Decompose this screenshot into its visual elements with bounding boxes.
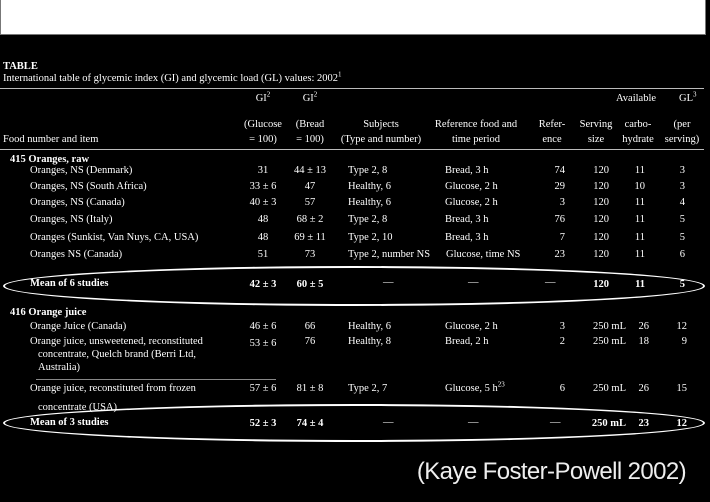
row-reference: 23 [554,249,565,260]
header-serving-b: size [587,134,605,145]
row-reference: 7 [559,232,565,243]
row-subjects: Healthy, 6 [348,181,392,192]
row-ref-food: Glucose, 2 h [445,181,498,192]
row-item: Oranges, NS (South Africa) [30,181,147,192]
row-gi-glucose: 53 ± 6 [249,338,277,349]
top-rule [0,88,704,89]
mean-carb: 11 [635,279,645,290]
header-subjects-b: (Type and number) [340,134,422,145]
row-ref-food: Glucose, 2 h [445,197,498,208]
row-item: Oranges, NS (Italy) [30,214,113,225]
header-ref-food-a: Reference food and [434,119,518,130]
row-serving: 120 [593,165,609,176]
row-gl: 3 [679,165,685,176]
source-credit: (Kaye Foster-Powell 2002) [416,458,686,485]
mean-gi-bread: 60 ± 5 [296,279,324,290]
row-serving: 120 [593,214,609,225]
mean-subjects: — [383,417,394,428]
row-reference: 3 [559,321,565,332]
row-gi-bread: 81 ± 8 [296,383,324,394]
header-carb-a: carbo- [624,119,652,130]
row-gl: 15 [676,383,687,394]
row-ref-food: Bread, 3 h [445,232,489,243]
row-carb: 18 [638,336,649,347]
row-reference: 6 [559,383,565,394]
header-reference-a: Refer- [538,119,566,130]
header-subjects-a: Subjects [363,119,399,130]
row-carb: 11 [634,197,645,208]
header-ref-food-b: time period [451,134,501,145]
row-subjects: Type 2, 8 [348,214,388,225]
mean-ref-food: — [468,417,479,428]
table-label: TABLE [3,61,38,72]
row-subjects: Type 2, 7 [348,383,388,394]
row-item-line2: concentrate, Quelch brand (Berri Ltd, [38,349,197,360]
row-gi-bread: 68 ± 2 [296,214,324,225]
header-gi-glucose-sub-b: = 100) [249,134,277,145]
row-item: Orange Juice (Canada) [30,321,127,332]
row-serving: 250 mL [593,383,626,394]
row-gi-bread: 76 [304,336,316,347]
row-item-line1: Orange juice, reconstituted from frozen [30,383,196,394]
row-carb: 11 [634,165,645,176]
mean-reference: — [550,417,561,428]
mean-serving: 120 [593,279,609,290]
header-gi-bread-sub-b: = 100) [296,134,324,145]
row-ref-food: Bread, 2 h [445,336,489,347]
row-item: Oranges, NS (Canada) [30,197,125,208]
header-gi-glucose-sub-a: (Glucose [244,119,282,130]
row-subjects: Type 2, number NS [348,249,431,260]
row-gi-glucose: 31 [257,165,269,176]
row-subjects: Type 2, 8 [348,165,388,176]
row-gi-glucose: 48 [257,232,269,243]
row-subjects: Healthy, 6 [348,321,392,332]
row-carb: 10 [634,181,645,192]
row-serving: 120 [593,232,609,243]
row-item: Oranges (Sunkist, Van Nuys, CA, USA) [30,232,199,243]
row-gi-glucose: 46 ± 6 [249,321,277,332]
header-available: Available [616,93,657,104]
row-item: Oranges, NS (Denmark) [30,165,133,176]
row-gl: 3 [679,181,685,192]
row-serving: 120 [593,197,609,208]
row-ref-food: Glucose, 5 $h^{23}$ [445,380,505,394]
row-ref-food: Glucose, 2 h [445,321,498,332]
row-gi-glucose: 33 ± 6 [249,181,277,192]
row-gi-bread: 47 [304,181,316,192]
header-gl: $GL^3$ [679,90,697,104]
mean-gl: 5 [679,279,685,290]
row-gi-glucose: 40 ± 3 [249,197,277,208]
mean-serving: 250 mL [591,418,626,429]
row-carb: 11 [634,232,645,243]
row-gi-bread: 73 [304,249,316,260]
row-gi-bread: 44 ± 13 [293,165,326,176]
row-ref-food: Bread, 3 h [445,165,489,176]
row-carb: 26 [638,383,649,394]
row-gi-glucose: 48 [257,214,269,225]
section-title-oranges: 415 Oranges, raw [10,154,90,165]
mean-carb: 23 [638,418,649,429]
header-gl-sub-b: serving) [664,134,700,145]
mean-subjects: — [383,277,394,288]
row-gl: 4 [679,197,685,208]
row-separator [36,379,276,380]
row-serving: 120 [593,249,609,260]
row-subjects: Healthy, 8 [348,336,392,347]
row-gl: 6 [679,249,685,260]
row-serving: 250 mL [593,336,626,347]
row-subjects: Type 2, 10 [348,232,393,243]
mean-gi-glucose: 52 ± 3 [249,418,277,429]
mean-reference: — [545,277,556,288]
mean-gl: 12 [676,418,687,429]
mean-gi-glucose: 42 ± 3 [249,279,277,290]
row-item-line1: Orange juice, unsweetened, reconstituted [30,336,203,347]
row-reference: 2 [559,336,565,347]
row-gi-bread: 66 [304,321,316,332]
header-carb-b: hydrate [622,134,654,145]
header-food: Food number and item [3,134,99,145]
mean-item: Mean of 3 studies [30,417,109,428]
row-reference: 29 [554,181,565,192]
section-title-orange-juice: 416 Orange juice [10,307,87,318]
row-ref-food: Bread, 3 h [445,214,489,225]
row-subjects: Healthy, 6 [348,197,392,208]
row-item: Oranges NS (Canada) [30,249,123,260]
mean-item: Mean of 6 studies [30,278,109,289]
white-header-box [0,0,706,35]
row-reference: 74 [554,165,565,176]
header-gl-sub-a: (per [673,119,691,130]
header-gi-bread: $GI^2$ [302,90,318,104]
row-carb: 11 [634,214,645,225]
mean-ref-food: — [468,277,479,288]
row-gi-bread: 69 ± 11 [294,232,326,243]
row-ref-food: Glucose, time NS [446,249,521,260]
row-gl: 5 [679,214,685,225]
row-reference: 3 [559,197,565,208]
row-item-line2: concentrate (USA) [38,402,118,413]
header-gi-glucose: $GI^2$ [255,90,271,104]
row-gl: 12 [676,321,687,332]
row-gi-bread: 57 [304,197,316,208]
header-gi-bread-sub-a: (Bread [295,119,325,130]
row-gl: 9 [681,336,687,347]
row-gi-glucose: 57 ± 6 [249,383,277,394]
mean-gi-bread: 74 ± 4 [296,418,324,429]
row-serving: 120 [593,181,609,192]
row-carb: 11 [634,249,645,260]
row-reference: 76 [554,214,565,225]
row-serving: 250 mL [593,321,626,332]
row-gi-glucose: 51 [257,249,269,260]
row-item-line3: Australia) [38,362,80,373]
row-gl: 5 [679,232,685,243]
header-rule [0,149,704,150]
header-serving-a: Serving [579,119,613,130]
table-caption: International table of glycemic index (GI) and glycemic load (GL) values: 2002$^1$ [3,70,342,84]
header-reference-b: ence [542,134,562,145]
row-carb: 26 [638,321,649,332]
